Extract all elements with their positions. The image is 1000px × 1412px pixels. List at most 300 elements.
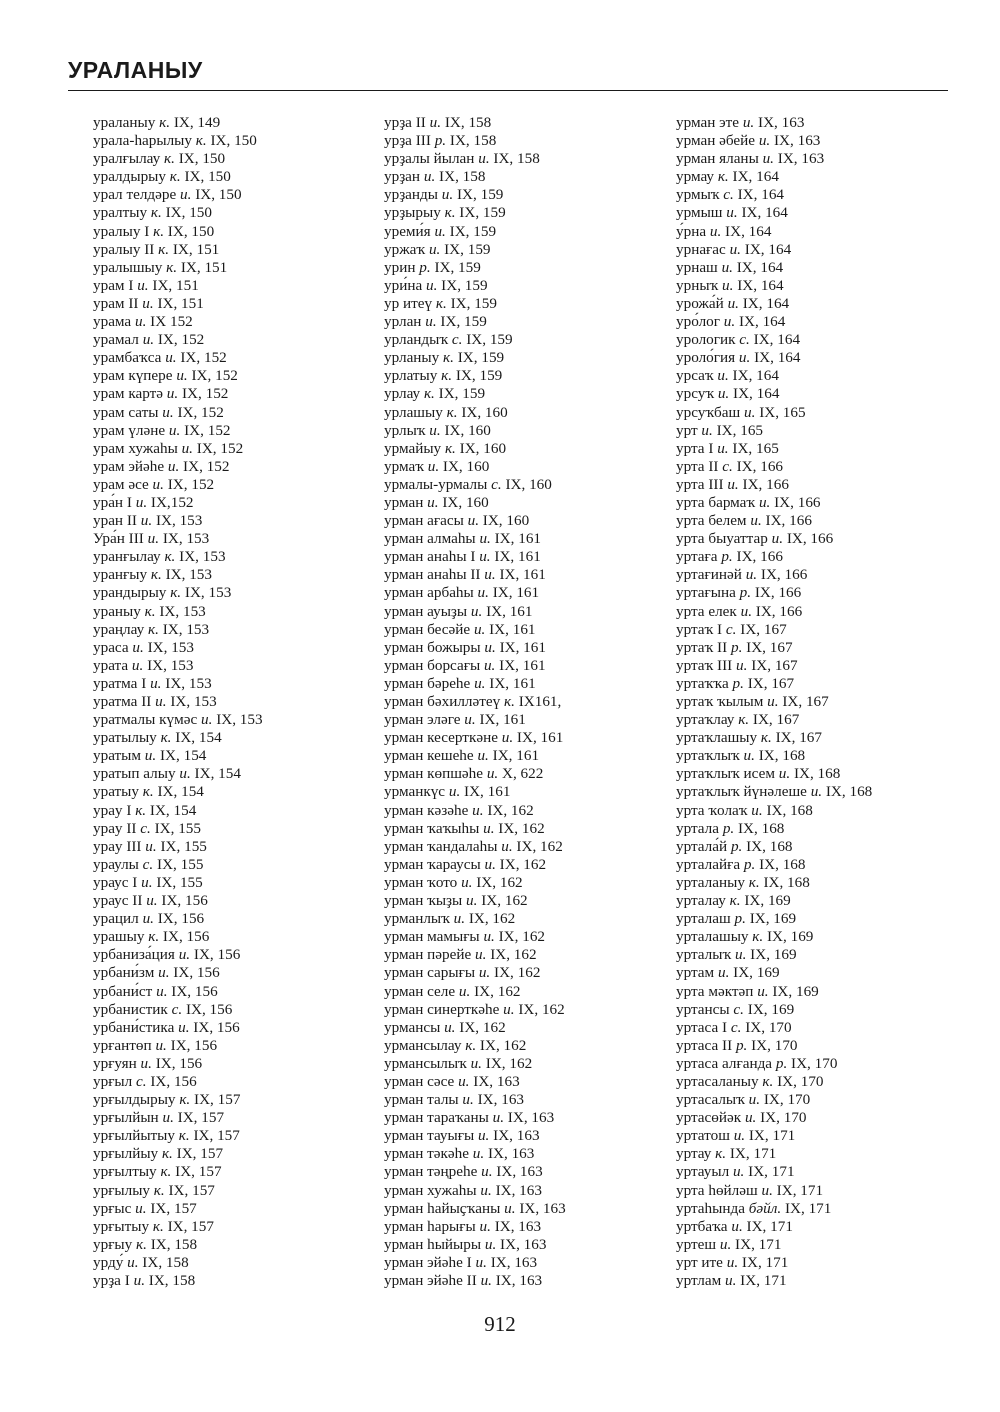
entry-pos: к. [762, 1072, 774, 1090]
entry-pos: и. [483, 928, 495, 946]
entry-ref: IX, 167 [749, 711, 800, 729]
entry-ref: IX, 157 [171, 1163, 222, 1181]
index-entry [676, 494, 872, 512]
entry-ref: IX, 161 [488, 584, 540, 602]
entry-ref: IX, 171 [738, 1253, 789, 1271]
entry-ref: IX, 153 [143, 656, 194, 674]
index-entry [93, 1055, 263, 1073]
entry-pos: и. [453, 910, 466, 928]
entry-ref: IX, 168 [742, 837, 793, 855]
entry-headword: урғылыу [93, 1181, 154, 1199]
entry-ref: IX, 161 [490, 548, 541, 566]
index-entry [676, 114, 872, 132]
entry-ref: IX, 156 [190, 946, 241, 964]
entry-pos: и. [428, 240, 441, 258]
index-entry [93, 241, 263, 259]
entry-ref: IX, 156 [169, 964, 220, 982]
index-entry [676, 1182, 872, 1200]
index-entry [384, 928, 566, 946]
entry-headword: урмансылыҡ [384, 1054, 471, 1072]
index-entry [93, 1200, 263, 1218]
index-entry [93, 621, 263, 639]
entry-ref: IX, 164 [750, 349, 801, 367]
index-entry [384, 675, 566, 693]
entry-ref: IX, 168 [790, 765, 841, 783]
entry-headword: уранғыу [93, 566, 151, 584]
index-entry [384, 566, 566, 584]
entry-ref: IX, 162 [494, 928, 546, 946]
entry-pos: и. [470, 602, 483, 620]
entry-headword: урман синерткәһе [384, 1000, 504, 1018]
entry-pos: и. [483, 656, 496, 674]
entry-pos: и. [731, 1217, 743, 1235]
entry-headword: урин [384, 258, 420, 276]
entry-pos: и. [484, 638, 496, 656]
index-entry [384, 476, 566, 494]
entry-headword: урбани́стика [93, 1018, 179, 1036]
entry-pos: и. [723, 313, 736, 331]
entry-pos: и. [709, 222, 722, 240]
index-entry [676, 512, 872, 530]
entry-pos: р. [434, 132, 447, 150]
entry-pos: р. [721, 548, 733, 566]
entry-headword: уртала [676, 819, 723, 837]
index-entry [93, 494, 263, 512]
entry-pos: к. [760, 729, 772, 747]
entry-ref: IX, 171 [745, 1127, 796, 1145]
entry-ref: IX, 163 [773, 150, 825, 168]
entry-headword: урандырыу [93, 584, 171, 602]
index-entry [676, 385, 872, 403]
entry-ref: IX, 171 [781, 1199, 832, 1217]
entry-headword: урман сарығы [384, 964, 479, 982]
entry-headword: урман ҡаҡыһы [384, 819, 484, 837]
index-entry [93, 186, 263, 204]
entry-pos: и. [133, 1272, 145, 1289]
entry-pos: к. [441, 367, 453, 385]
entry-ref: IX, 159 [462, 331, 513, 349]
entry-headword: ураy II [93, 819, 141, 837]
entry-headword: уро́лог [676, 313, 724, 331]
index-entry [93, 964, 263, 982]
entry-ref: IX, 163 [491, 1272, 543, 1289]
index-entry [676, 856, 872, 874]
entry-ref: IX, 161 [460, 783, 511, 801]
entry-headword: урландыҡ [384, 331, 452, 349]
entry-pos: и. [137, 276, 149, 294]
index-entry [676, 349, 872, 367]
entry-pos: и. [483, 819, 495, 837]
entry-headword: уртлам [676, 1272, 725, 1289]
entry-ref: IX, 164 [733, 276, 784, 294]
entry-pos: к. [161, 1145, 173, 1163]
entry-headword: уртаҡ I [676, 620, 726, 638]
entry-ref: IX, 162 [477, 892, 528, 910]
entry-headword: урам саты [93, 403, 163, 421]
index-entry [93, 1001, 263, 1019]
entry-ref: IX, 162 [486, 946, 537, 964]
entry-headword: урталаныу [676, 873, 749, 891]
entry-headword: уралғылау [93, 150, 165, 168]
entry-pos: к. [715, 1145, 727, 1163]
index-entry [384, 856, 566, 874]
entry-ref: IX, 167 [742, 638, 793, 656]
entry-ref: IX, 160 [440, 421, 491, 439]
entry-headword: уртаса алғанда [676, 1054, 776, 1072]
entry-ref: IX, 159 [453, 349, 505, 367]
entry-pos: и. [167, 457, 180, 475]
entry-headword: уртаҡлашыу [676, 729, 761, 747]
entry-pos: и. [140, 1054, 152, 1072]
entry-headword: урман кешеһе [384, 747, 478, 765]
entry-headword: урман анаһы I [384, 548, 480, 566]
header-rule [68, 90, 948, 91]
entry-pos: и. [738, 349, 751, 367]
entry-pos: и. [458, 1072, 470, 1090]
entry-ref: IX, 164 [729, 385, 780, 403]
entry-pos: и. [162, 403, 174, 421]
entry-pos: к. [164, 548, 176, 566]
entry-ref: IX, 171 [731, 1235, 782, 1253]
entry-pos: и. [778, 765, 791, 783]
entry-headword: уратылыу [93, 729, 161, 747]
index-entry [676, 1037, 872, 1055]
entry-headword: урмалы-урмалы [384, 475, 492, 493]
entry-headword: урман эләге [384, 711, 465, 729]
entry-headword: урманлыҡ [384, 910, 454, 928]
entry-ref: IX, 159 [445, 222, 497, 240]
index-entry [93, 892, 263, 910]
index-entry [93, 820, 263, 838]
entry-pos: с. [733, 1000, 744, 1018]
entry-ref: IX, 163 [492, 1163, 543, 1181]
entry-ref: IX, 155 [153, 855, 204, 873]
index-entry [93, 313, 263, 331]
entry-ref: IX, 168 [754, 747, 806, 765]
entry-headword: урман [384, 493, 428, 511]
index-entry [93, 639, 263, 657]
entry-ref: IX, 152 [178, 385, 229, 403]
entry-ref: IX, 166 [751, 602, 803, 620]
entry-pos: с. [171, 1000, 183, 1018]
index-entry [93, 675, 263, 693]
index-entry [93, 566, 263, 584]
index-entry [93, 331, 263, 349]
entry-headword: урман тауығы [384, 1127, 478, 1145]
entry-pos: и. [732, 1163, 745, 1181]
index-entry [93, 1182, 263, 1200]
entry-ref: IX, 157 [189, 1127, 240, 1145]
index-entry [384, 802, 566, 820]
entry-headword: урман мамығы [384, 928, 484, 946]
entry-ref: IX, 162 [481, 1054, 533, 1072]
entry-headword: уралышыу [93, 258, 167, 276]
entry-pos: и. [155, 1036, 167, 1054]
entry-pos: и. [201, 711, 213, 729]
entry-pos: к. [150, 204, 162, 222]
entry-ref: IX, 156 [151, 1054, 203, 1072]
entry-headword: урбанистик [93, 1000, 172, 1018]
entry-ref: IX, 156 [157, 892, 208, 910]
entry-ref: IX, 162 [495, 855, 547, 873]
index-entry [384, 259, 566, 277]
entry-headword: урғылйытыу [93, 1127, 179, 1145]
entry-headword: урман эйәһе I [384, 1253, 476, 1271]
index-entry [384, 1127, 566, 1145]
entry-headword: урман тәкәһе [384, 1145, 473, 1163]
entry-headword: урман яланы [676, 150, 763, 168]
entry-ref: IX, 156 [159, 928, 210, 946]
entry-pos: р. [722, 819, 735, 837]
index-entry [676, 277, 872, 295]
entry-pos: и. [477, 747, 489, 765]
index-entry [676, 838, 872, 856]
index-entry [384, 1272, 566, 1290]
entry-headword: урғыл [93, 1072, 136, 1090]
index-entry [676, 729, 872, 747]
index-entry [384, 1109, 566, 1127]
entry-headword: уртау [676, 1145, 716, 1163]
entry-headword: ураус I [93, 873, 142, 891]
entry-ref: IX, 159 [452, 367, 503, 385]
index-entry [676, 204, 872, 222]
index-entry [384, 765, 566, 783]
entry-pos: и. [147, 530, 160, 548]
entry-pos: и. [176, 367, 188, 385]
entry-pos: и. [473, 620, 486, 638]
index-entry [676, 295, 872, 313]
entry-ref: IX, 170 [787, 1054, 838, 1072]
entry-ref: IX, 150 [161, 204, 212, 222]
index-entry [384, 1182, 566, 1200]
index-entry [676, 367, 872, 385]
index-entry [676, 657, 872, 675]
index-entry [93, 1145, 263, 1163]
index-entry [384, 1091, 566, 1109]
entry-pos: и. [743, 747, 755, 765]
entry-ref: IX, 165 [712, 421, 764, 439]
entry-headword: урмау [676, 168, 718, 186]
entry-headword: урғыу [93, 1235, 137, 1253]
entry-ref: IX, 168 [822, 783, 873, 801]
index-column-2 [384, 114, 566, 1290]
entry-headword: Ура́н III [93, 530, 148, 548]
entry-ref: IX, 162 [494, 819, 545, 837]
entry-headword: урнаш [676, 258, 722, 276]
index-entry [676, 530, 872, 548]
entry-ref: IX, 165 [755, 403, 806, 421]
index-entry [384, 204, 566, 222]
index-entry [93, 367, 263, 385]
index-column-1 [93, 114, 263, 1290]
entry-headword: уртаҡ II [676, 638, 731, 656]
index-entry [676, 422, 872, 440]
entry-pos: и. [474, 674, 486, 692]
index-entry [93, 259, 263, 277]
index-entry [676, 241, 872, 259]
entry-pos: к. [465, 1036, 477, 1054]
entry-ref: IX, 166 [732, 457, 784, 475]
entry-pos: р. [734, 910, 746, 928]
entry-ref: IX, 157 [190, 1091, 241, 1109]
entry-ref: IX, 166 [751, 584, 802, 602]
entry-headword: у́рна [676, 222, 710, 240]
entry-headword: урта быуаттар [676, 530, 772, 548]
entry-headword: уртеш [676, 1235, 720, 1253]
entry-ref: IX, 169 [745, 910, 797, 928]
index-entry [384, 349, 566, 367]
entry-pos: и. [503, 1000, 515, 1018]
entry-ref: IX, 167 [747, 656, 798, 674]
entry-headword: урман тәңреһе [384, 1163, 482, 1181]
entry-headword: урманкүс [384, 783, 449, 801]
index-entry [93, 1037, 263, 1055]
entry-headword: уртағинәй [676, 566, 746, 584]
index-entry [676, 1218, 872, 1236]
entry-pos: и. [717, 439, 729, 457]
entry-ref: IX, 169 [746, 946, 797, 964]
entry-ref: IX, 157 [172, 1145, 224, 1163]
index-entry [676, 259, 872, 277]
entry-pos: с. [723, 186, 734, 204]
index-entry [93, 657, 263, 675]
entry-pos: и. [127, 1253, 139, 1271]
index-entry [384, 186, 566, 204]
entry-ref: IX, 167 [778, 693, 829, 710]
entry-headword: урман борсағы [384, 656, 484, 674]
entry-headword: урныҡ [676, 276, 723, 294]
entry-pos: и. [141, 873, 153, 891]
entry-ref: IX, 154 [146, 801, 197, 819]
entry-headword: урғытыу [93, 1217, 153, 1235]
entry-ref: IX, 168 [759, 873, 810, 891]
entry-pos: к. [153, 1181, 165, 1199]
entry-pos: к. [752, 928, 764, 946]
index-entry [93, 114, 263, 132]
entry-pos: к. [142, 783, 154, 801]
entry-ref: IX, 169 [768, 982, 819, 1000]
entry-pos: и. [155, 693, 167, 710]
entry-ref: IX, 160 [501, 475, 552, 493]
index-entry [384, 783, 566, 801]
index-entry [384, 983, 566, 1001]
index-entry [93, 530, 263, 548]
index-entry [93, 693, 263, 711]
entry-pos: и. [740, 602, 752, 620]
entry-headword: ураy I [93, 801, 136, 819]
entry-pos: и. [165, 349, 177, 367]
entry-ref: IX, 158 [138, 1253, 189, 1271]
entry-pos: и. [479, 1217, 491, 1235]
entry-headword: урта III [676, 475, 728, 493]
entry-headword: урожа́й [676, 294, 728, 312]
entry-ref: IX, 150 [191, 186, 242, 204]
entry-ref: IX, 170 [756, 1109, 807, 1127]
entry-ref: IX, 160 [439, 457, 490, 475]
index-entry [676, 440, 872, 458]
entry-ref: IX, 154 [153, 783, 204, 801]
entry-ref: IX, 163 [496, 1235, 547, 1253]
entry-ref: IX, 160 [455, 439, 507, 457]
entry-pos: и. [466, 892, 478, 910]
index-entry [93, 150, 263, 168]
index-entry [384, 385, 566, 403]
entry-pos: к. [153, 222, 164, 240]
entry-pos: и. [472, 1145, 485, 1163]
entry-headword: урҙалы йылан [384, 150, 479, 168]
index-entry [676, 820, 872, 838]
entry-headword: урам хужаһы [93, 439, 182, 457]
entry-headword: уртаҡлыҡ исем [676, 765, 779, 783]
entry-ref: IX, 169 [740, 892, 791, 910]
entry-pos: и. [178, 1018, 190, 1036]
entry-pos: и. [762, 150, 774, 168]
entry-ref: IX, 162 [465, 910, 516, 928]
index-entry [93, 277, 263, 295]
index-entry [676, 1109, 872, 1127]
entry-ref: IX, 163 [473, 1091, 525, 1109]
entry-pos: к. [738, 711, 750, 729]
index-entry [93, 1254, 263, 1272]
entry-pos: к. [748, 873, 760, 891]
index-entry [384, 910, 566, 928]
entry-ref: IX, 159 [446, 294, 497, 312]
entry-headword: урман бесәйе [384, 620, 474, 638]
entry-ref: IX, 166 [738, 475, 789, 493]
index-entry [93, 928, 263, 946]
entry-pos: к. [159, 114, 171, 131]
entry-ref: IX, 151 [148, 276, 199, 294]
entry-headword: ур итеү [384, 294, 436, 312]
index-entry [384, 168, 566, 186]
index-entry [676, 783, 872, 801]
entry-ref: IX, 153 [152, 512, 203, 530]
index-entry [676, 621, 872, 639]
index-entry [384, 223, 566, 241]
index-entry [676, 168, 872, 186]
entry-ref: IX, 158 [435, 168, 486, 186]
entry-headword: урман бәхилләтеү [384, 693, 504, 710]
entry-headword: урам эйәһе [93, 457, 168, 475]
entry-headword: урамбаҡса [93, 349, 166, 367]
page-number: 912 [484, 1312, 516, 1336]
entry-headword: урта ҡолаҡ [676, 801, 752, 819]
entry-ref: IX, 155 [156, 837, 207, 855]
entry-pos: и. [484, 566, 496, 584]
entry-ref: IX, 153 [143, 638, 194, 656]
index-entry [93, 910, 263, 928]
entry-pos: с. [140, 819, 151, 837]
entry-pos: и. [767, 693, 779, 710]
entry-pos: и. [477, 1127, 490, 1145]
index-entry [676, 186, 872, 204]
entry-headword: урман божыры [384, 638, 485, 656]
entry-headword: урҙа I [93, 1272, 134, 1289]
index-entry [676, 892, 872, 910]
entry-pos: и. [425, 313, 437, 331]
index-entry [676, 874, 872, 892]
entry-pos: и. [758, 132, 771, 150]
entry-ref: IX, 163 [469, 1072, 520, 1090]
entry-pos: к. [150, 566, 162, 584]
entry-ref: IX, 168 [734, 819, 785, 837]
entry-headword: урсаҡ [676, 367, 718, 385]
entry-headword: уртаға [676, 548, 722, 566]
index-entry [93, 1218, 263, 1236]
entry-ref: IX, 162 [512, 837, 563, 855]
entry-headword: урнағас [676, 240, 730, 258]
entry-headword: урман ҡыҙы [384, 892, 467, 910]
